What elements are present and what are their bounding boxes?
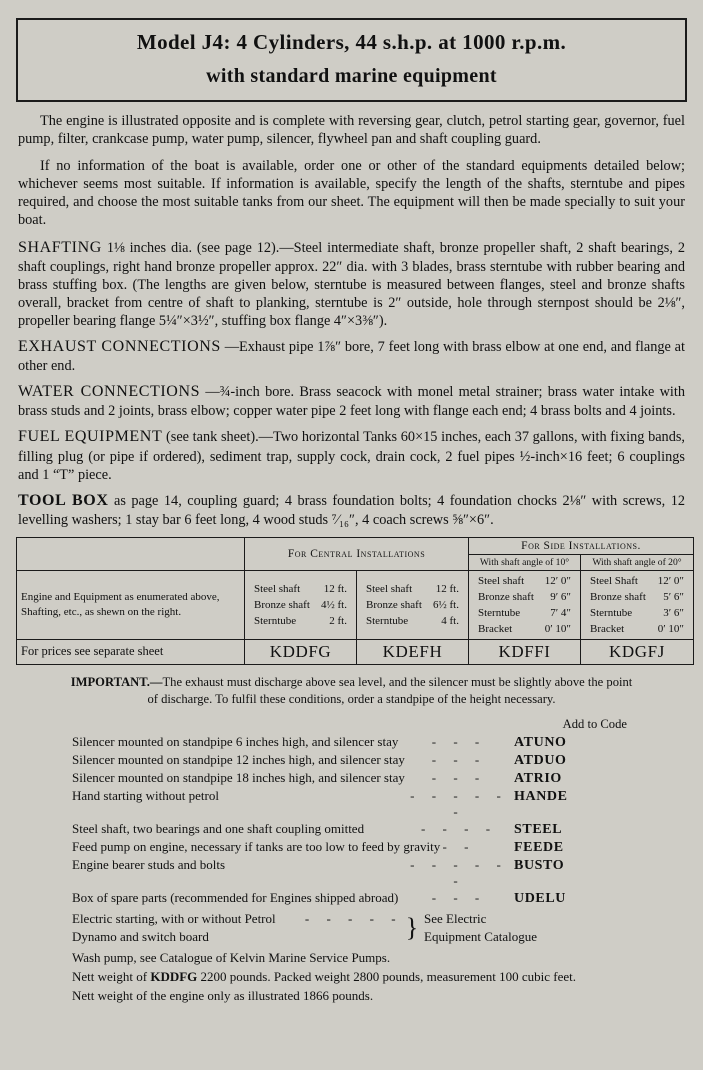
- section-exhaust-text: —Exhaust pipe 1⅞″ bore, 7 feet long with brass elbow at one end, and flange at other end.: [18, 339, 685, 375]
- electric-equipment-block: [14, 910, 689, 945]
- electric-line-1: [72, 910, 404, 928]
- header-side-installations: For Side Installations.: [469, 537, 694, 554]
- spec-label: Steel shaft: [366, 582, 413, 595]
- spec-line: [473, 589, 576, 605]
- electric-note-2: Equipment Catalogue: [424, 928, 538, 944]
- spec-value: 6½ ft.: [433, 598, 459, 611]
- spec-label: Sterntube: [366, 614, 409, 627]
- section-fuel-heading: FUEL EQUIPMENT: [18, 428, 163, 446]
- important-line-1: The exhaust must discharge above sea level, and the silencer must be slightly above the point: [162, 674, 633, 689]
- spec-label: Bronze shaft: [254, 598, 310, 611]
- spec-value: 2 ft.: [329, 614, 347, 627]
- spec-value: 7′ 4″: [550, 606, 571, 619]
- option-label: Engine bearer studs and bolts: [72, 857, 226, 872]
- section-shafting-heading: SHAFTING: [18, 239, 102, 256]
- option-leader: - - -: [431, 734, 487, 749]
- spec-value: 12′ 0″: [657, 574, 684, 587]
- table-spec-row: [17, 570, 694, 639]
- spec-table: [16, 537, 694, 665]
- option-leader: - - - - - -: [410, 857, 508, 888]
- option-code: ATRIO: [514, 771, 562, 786]
- option-code: FEEDE: [514, 840, 564, 855]
- spec-value: 0′ 10″: [657, 622, 684, 635]
- section-toolbox-text: as page 14, coupling guard; 4 brass foundation bolts; 4 foundation chocks 2⅛″ with screws, 12 levelling washers; 1 stay bar 6 feet long, 4 wood studs ⁷⁄₁₆″, 4 coach screws ⅝″×6″.: [18, 492, 685, 528]
- option-label: Silencer mounted on standpipe 12 inches high, and silencer stay: [72, 752, 405, 767]
- spec-label: Bronze shaft: [590, 590, 646, 603]
- spec-line: [361, 613, 464, 629]
- title-box: [16, 18, 687, 102]
- footer-note-1: Wash pump, see Catalogue of Kelvin Marine Service Pumps.: [72, 950, 391, 966]
- spec-value: 12′ 0″: [544, 574, 571, 587]
- spec-line: [361, 581, 464, 597]
- section-water: [18, 382, 685, 420]
- spec-line: [361, 597, 464, 613]
- option-leader: - - -: [431, 890, 487, 905]
- spec-line: [249, 613, 352, 629]
- spec-value: 4½ ft.: [321, 598, 347, 611]
- footer-notes: [14, 949, 689, 1006]
- spec-table-wrap: [16, 537, 687, 665]
- electric-note-1: See Electric: [424, 911, 487, 926]
- header-shaft-angle-20: With shaft angle of 20°: [581, 554, 694, 570]
- list-item: [14, 752, 689, 769]
- spec-value: 12 ft.: [323, 582, 347, 595]
- spec-label: Bracket: [478, 622, 513, 635]
- table-header-row-1: [17, 537, 694, 554]
- important-line-2: of discharge. To fulfil these conditions, order a standpipe of the height necessary.: [147, 692, 556, 707]
- section-fuel-text: (see tank sheet).—Two horizontal Tanks 60×15 inches, each 37 gallons, with fixing bands, filling plug (or pipe if ordered), sediment trap, supply cock, drain cock, 2 fuel pipes ½-inch×16 feet; 6 couplings and 1 “T” piece.: [18, 429, 685, 483]
- option-label: Silencer mounted on standpipe 18 inches high, and silencer stay: [72, 770, 405, 785]
- section-toolbox: [18, 491, 685, 529]
- option-code: ATDUO: [514, 753, 567, 768]
- option-code: UDELU: [514, 891, 567, 906]
- option-label: Silencer mounted on standpipe 6 inches high, and silencer stay: [72, 734, 399, 749]
- spec-line: [585, 621, 689, 637]
- section-toolbox-heading: TOOL BOX: [18, 491, 109, 509]
- spec-label: Steel Shaft: [590, 574, 638, 587]
- body-text: [18, 112, 685, 529]
- spec-value: 9′ 6″: [550, 590, 571, 603]
- section-shafting: [18, 238, 685, 330]
- footer-note-3: Nett weight of the engine only as illustrated 1866 pounds.: [72, 987, 374, 1003]
- electric-note: [420, 910, 537, 945]
- spec-line: [473, 605, 576, 621]
- option-leader: - - -: [431, 770, 487, 785]
- section-water-text: —¾-inch bore. Brass seacock with monel metal strainer; brass water intake with brass studs and 2 joints, brass elbow; copper water pipe 2 feet long with flange each end; 4 brass bolts and 4 joints.: [18, 384, 686, 420]
- list-item: [14, 788, 689, 820]
- option-leader: - - - -: [420, 821, 498, 836]
- spec-line: [585, 573, 689, 589]
- spec-col-kdefh: [357, 570, 469, 639]
- spec-line: [249, 581, 352, 597]
- option-leader: - - - - - -: [410, 788, 508, 819]
- page-inner: [14, 14, 689, 1056]
- option-label: Hand starting without petrol: [72, 788, 219, 803]
- code-kdgfj: KDGFJ: [581, 639, 694, 664]
- electric-labels: [14, 910, 404, 945]
- code-kdefh: KDEFH: [357, 639, 469, 664]
- price-note: For prices see separate sheet: [17, 639, 245, 664]
- spec-col-kdffi: [469, 570, 581, 639]
- option-leader: - - -: [431, 752, 487, 767]
- electric-leader-1: - - - - -: [304, 911, 403, 926]
- header-central-installations: For Central Installations: [245, 537, 469, 570]
- section-exhaust-heading: EXHAUST CONNECTIONS: [18, 338, 221, 356]
- code-kddfg: KDDFG: [245, 639, 357, 664]
- spec-value: 0′ 10″: [544, 622, 571, 635]
- spec-value: 4 ft.: [441, 614, 459, 627]
- important-label: IMPORTANT.—: [70, 674, 163, 689]
- important-note: [20, 674, 683, 708]
- add-to-code-heading: Add to Code: [562, 717, 627, 731]
- code-kdffi: KDFFI: [469, 639, 581, 664]
- list-item: [14, 890, 689, 907]
- electric-line-2: Dynamo and switch board: [72, 928, 209, 944]
- intro-paragraph-2: If no information of the boat is available, order one or other of the standard equipments detailed below; whichever seems most suitable. If information is available, specify the length of the shafts, sterntube and pipes required, and choose the most suitable tanks from our sheet. The equipment will then be made specially to suit your boat.: [18, 158, 685, 228]
- section-exhaust: [18, 337, 685, 375]
- page-subtitle: with standard marine equipment: [206, 65, 497, 87]
- spec-label: Steel shaft: [478, 574, 525, 587]
- table-code-row: [17, 639, 694, 664]
- spec-line: [585, 589, 689, 605]
- spec-label: Sterntube: [254, 614, 297, 627]
- electric-line-1-text: Electric starting, with or without Petrol: [72, 911, 276, 926]
- spec-label: Bracket: [590, 622, 625, 635]
- option-label: Steel shaft, two bearings and one shaft coupling omitted: [72, 821, 365, 836]
- spec-value: 5′ 6″: [663, 590, 684, 603]
- spec-col-kddfg: [245, 570, 357, 639]
- option-leader: - -: [442, 839, 476, 854]
- section-water-heading: WATER CONNECTIONS: [18, 383, 201, 401]
- spec-line: [473, 573, 576, 589]
- spec-value: 12 ft.: [435, 582, 459, 595]
- page-title: Model J4: 4 Cylinders, 44 s.h.p. at 1000 r.p.m.: [136, 30, 567, 54]
- section-fuel: [18, 427, 685, 483]
- option-code: STEEL: [514, 822, 563, 837]
- section-shafting-text: 1⅛ inches dia. (see page 12).—Steel intermediate shaft, bronze propeller shaft, 2 shaft bearings, 2 shaft couplings, right hand bronze propeller approx. 22″ dia. with 3 blades, brass sterntube with rubber bearing and brass stuffing box. (The lengths are given below, sterntube is measured between flanges, steel and bronze shafts overall, bracket from centre of shaft to planking, sterntube is 2″ outside, hole through sternpost should be 2⅛″, propeller bearing flange 5¼″×3½″, stuffing box flange 4″×3⅜″).: [18, 240, 685, 330]
- spec-label: Sterntube: [590, 606, 633, 619]
- table-description: Engine and Equipment as enumerated above, Shafting, etc., as shewn on the right.: [17, 570, 245, 639]
- header-shaft-angle-10: With shaft angle of 10°: [469, 554, 581, 570]
- spec-value: 3′ 6″: [663, 606, 684, 619]
- spec-line: [585, 605, 689, 621]
- option-label: Feed pump on engine, necessary if tanks are too low to feed by gravity: [72, 839, 441, 854]
- spec-line: [249, 597, 352, 613]
- spec-col-kdgfj: [581, 570, 694, 639]
- brace-icon: }: [405, 912, 419, 942]
- option-code: ATUNO: [514, 735, 567, 750]
- intro-paragraph-1: The engine is illustrated opposite and is complete with reversing gear, clutch, petrol starting gear, governor, fuel pump, filter, crankcase pump, water pump, silencer, flywheel pan and shaft coupling guard.: [18, 113, 685, 147]
- option-code: BUSTO: [514, 858, 565, 873]
- option-code: HANDE: [514, 789, 568, 804]
- list-item: [14, 821, 689, 838]
- spec-label: Bronze shaft: [478, 590, 534, 603]
- option-label: Box of spare parts (recommended for Engines shipped abroad): [72, 890, 399, 905]
- spec-line: [473, 621, 576, 637]
- spec-label: Bronze shaft: [366, 598, 422, 611]
- list-item: [14, 770, 689, 787]
- footer-note-2: [72, 968, 689, 987]
- list-item: [14, 839, 689, 856]
- spec-label: Sterntube: [478, 606, 521, 619]
- list-item: [14, 734, 689, 751]
- list-item: [14, 857, 689, 889]
- options-list: [14, 717, 689, 1006]
- footer-note-2-text: Nett weight of KDDFG 2200 pounds. Packed weight 2800 pounds, measurement 100 cubic feet.: [72, 968, 577, 984]
- spec-label: Steel shaft: [254, 582, 301, 595]
